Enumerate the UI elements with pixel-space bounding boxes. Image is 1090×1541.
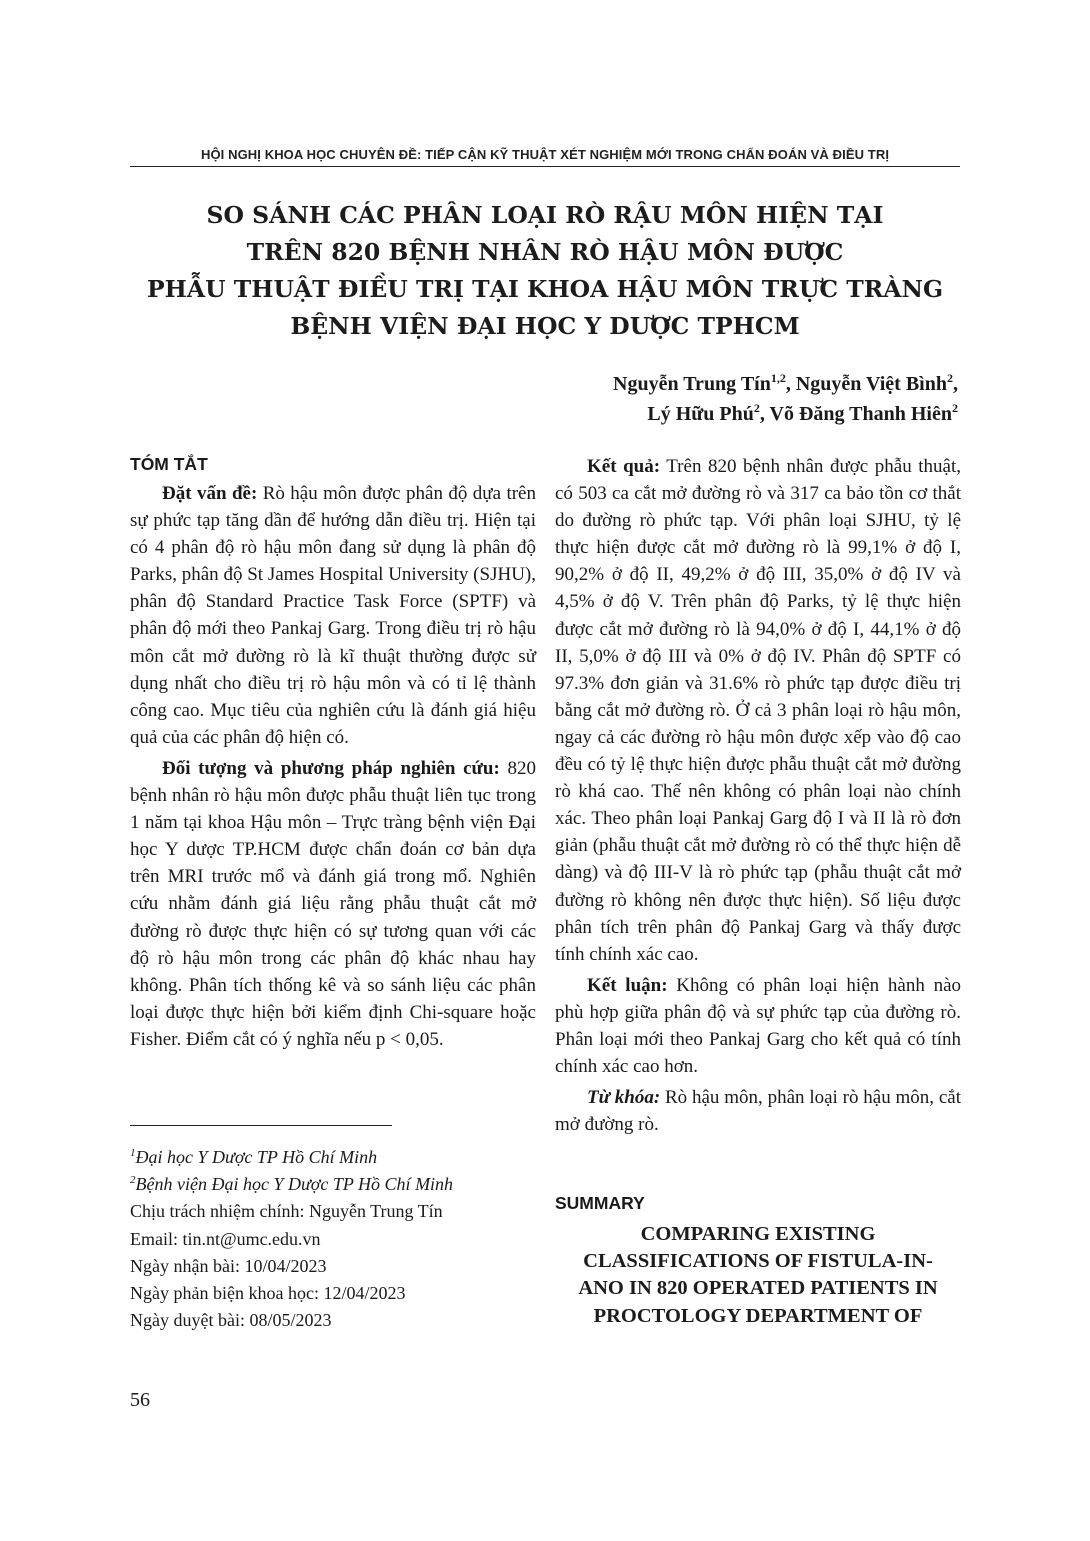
title-line: SO SÁNH CÁC PHÂN LOẠI RÒ RẬU MÔN HIỆN TẠI	[206, 201, 884, 229]
results-label: Kết quả:	[587, 456, 661, 477]
footnote-accepted: Ngày duyệt bài: 08/05/2023	[130, 1310, 332, 1331]
abstract-conclusion	[555, 972, 961, 1080]
english-title-line: PROCTOLOGY DEPARTMENT OF	[593, 1304, 923, 1327]
page-number: 56	[130, 1389, 150, 1411]
header-rule	[130, 166, 960, 167]
footnote-corresponding: Chịu trách nhiệm chính: Nguyễn Trung Tín	[130, 1201, 443, 1222]
author-separator: ,	[759, 403, 770, 425]
english-title-line: COMPARING EXISTING	[640, 1223, 876, 1245]
author-line	[613, 399, 958, 429]
footnote-affiliation-1	[130, 1144, 453, 1171]
title-line: BỆNH VIỆN ĐẠI HỌC Y DƯỢC TPHCM	[290, 312, 800, 340]
footnote-number: 1	[130, 1147, 136, 1159]
footnote-text: Bệnh viện Đại học Y Dược TP Hồ Chí Minh	[135, 1174, 454, 1195]
background-label: Đặt vấn đề:	[162, 483, 258, 504]
author-affiliation: 1,2	[770, 371, 786, 385]
summary-heading: SUMMARY	[555, 1193, 645, 1213]
english-title	[555, 1221, 961, 1330]
abstract-heading: TÓM TẮT	[130, 454, 208, 474]
english-title-line: CLASSIFICATIONS OF FISTULA-IN-	[583, 1250, 933, 1273]
article-title	[140, 197, 950, 345]
author-name: Nguyễn Việt Bình	[795, 373, 947, 395]
abstract-right-column	[555, 453, 961, 1138]
author-affiliation: 2	[753, 401, 760, 415]
author-affiliation: 2	[952, 401, 958, 415]
title-line: TRÊN 820 BỆNH NHÂN RÒ HẬU MÔN ĐƯỢC	[246, 238, 844, 266]
title-line: PHẪU THUẬT ĐIỀU TRỊ TẠI KHOA HẬU MÔN TRỰC TRÀNG	[146, 275, 944, 303]
author-name: Nguyễn Trung Tín	[613, 373, 771, 395]
author-affiliation: 2	[947, 371, 953, 385]
footnotes	[130, 1144, 453, 1334]
author-line	[613, 369, 958, 399]
methods-label: Đối tượng và phương pháp nghiên cứu:	[162, 757, 500, 779]
abstract-keywords	[555, 1084, 961, 1138]
abstract-methods	[130, 755, 536, 1053]
footnote-received: Ngày nhận bài: 10/04/2023	[130, 1255, 327, 1276]
running-header: HỘI NGHỊ KHOA HỌC CHUYÊN ĐỀ: TIẾP CẬN KỸ THUẬT XÉT NGHIỆM MỚI TRONG CHẨN ĐOÁN VÀ ĐIỀU TRỊ	[200, 147, 890, 162]
author-name: Lý Hữu Phú	[647, 403, 754, 425]
abstract-results	[555, 453, 961, 968]
footnote-email: Email: tin.nt@umc.edu.vn	[130, 1228, 321, 1249]
keywords-label: Từ khóa:	[587, 1087, 661, 1109]
background-text: Rò hậu môn được phân độ dựa trên sự phức tạp tăng dần để hướng dẫn điều trị. Hiện tại có 4 phân độ rò hậu môn đang sử dụng là phân độ Parks, phân độ St James Hospital University (SJHU), phân độ Standard Practice Task Force (SPTF) và phân độ mới theo Pankaj Garg. Trong điều trị rò hậu môn cắt mở đường rò là kĩ thuật thường được sử dụng nhất cho điều trị rò hậu môn và có tỉ lệ thành công cao. Mục tiêu của nghiên cứu là đánh giá hiệu quả của các phân độ hiện có.	[130, 483, 536, 748]
conclusion-text: Không có phân loại hiện hành nào phù hợp giữa phân độ và sự phức tạp của đường rò. Phân loại mới theo Pankaj Garg cho kết quả có tính chính xác cao hơn.	[555, 974, 962, 1078]
author-separator: ,	[785, 373, 796, 395]
results-text: Trên 820 bệnh nhân được phẫu thuật, có 503 ca cắt mở đường rò và 317 ca bảo tồn cơ thắt do đường rò phức tạp. Với phân loại SJHU, tỷ lệ thực hiện được cắt mở đường rò là 99,1% ở độ I, 90,2% ở độ II, 49,2% ở độ III, 35,0% ở độ IV và 4,5% ở độ V. Trên phân độ Parks, tỷ lệ thực hiện được cắt mở đường rò là 94,0% ở độ I, 44,1% ở độ II, 5,0% ở độ III và 0% ở độ IV. Phân độ SPTF có 97.3% đơn giản và 31.6% rò phức tạp được điều trị bằng cắt mở đường rò. Ở cả 3 phân loại rò hậu môn, ngay cả các đường rò hậu môn được xếp vào độ cao đều có tỷ lệ thực hiện được phẫu thuật cắt mở đường rò khá cao. Thế nên không có phân loại nào chính xác. Theo phân loại Pankaj Garg độ I và II là rò đơn giản (phẫu thuật cắt mở đường rò có thể thực hiện dễ dàng) và độ III-V là rò phức tạp (phẫu thuật cắt mở đường rò không nên được thực hiện). Số liệu được phân tích trên phân độ Pankaj Garg và thấy được tính chính xác cao.	[555, 456, 961, 965]
footnote-number: 2	[130, 1174, 136, 1187]
author-name: Võ Đăng Thanh Hiên	[769, 403, 952, 425]
english-title-line: ANO IN 820 OPERATED PATIENTS IN	[578, 1277, 938, 1300]
methods-text: 820 bệnh nhân rò hậu môn được phẫu thuật liên tục trong 1 năm tại khoa Hậu môn – Trực tràng bệnh viện Đại học Y dược TP.HCM được chẩn đoán cơ bản dựa trên MRI trước mổ và đánh giá trong mổ. Nghiên cứu nhằm đánh giá liệu rằng phẫu thuật cắt mở đường rò được thực hiện có sự tương quan với các độ rò hậu môn trong các phân độ khác nhau hay không. Phân tích thống kê và so sánh liệu các phân loại được thực hiện bởi kiểm định Chi-square hoặc Fisher. Điểm cắt có ý nghĩa nếu p < 0,05.	[130, 757, 536, 1050]
footnote-affiliation-2	[130, 1171, 453, 1198]
keywords-text: Rò hậu môn, phân loại rò hậu môn, cắt mở đường rò.	[555, 1087, 961, 1136]
author-list	[613, 369, 958, 429]
footnote-rule	[130, 1125, 392, 1126]
conclusion-label: Kết luận:	[587, 974, 668, 996]
abstract-left-column	[130, 480, 536, 1053]
abstract-background	[130, 480, 536, 751]
author-separator: ,	[953, 373, 958, 395]
footnote-reviewed: Ngày phản biện khoa học: 12/04/2023	[130, 1283, 406, 1304]
footnote-text: Đại học Y Dược TP Hồ Chí Minh	[135, 1147, 378, 1167]
